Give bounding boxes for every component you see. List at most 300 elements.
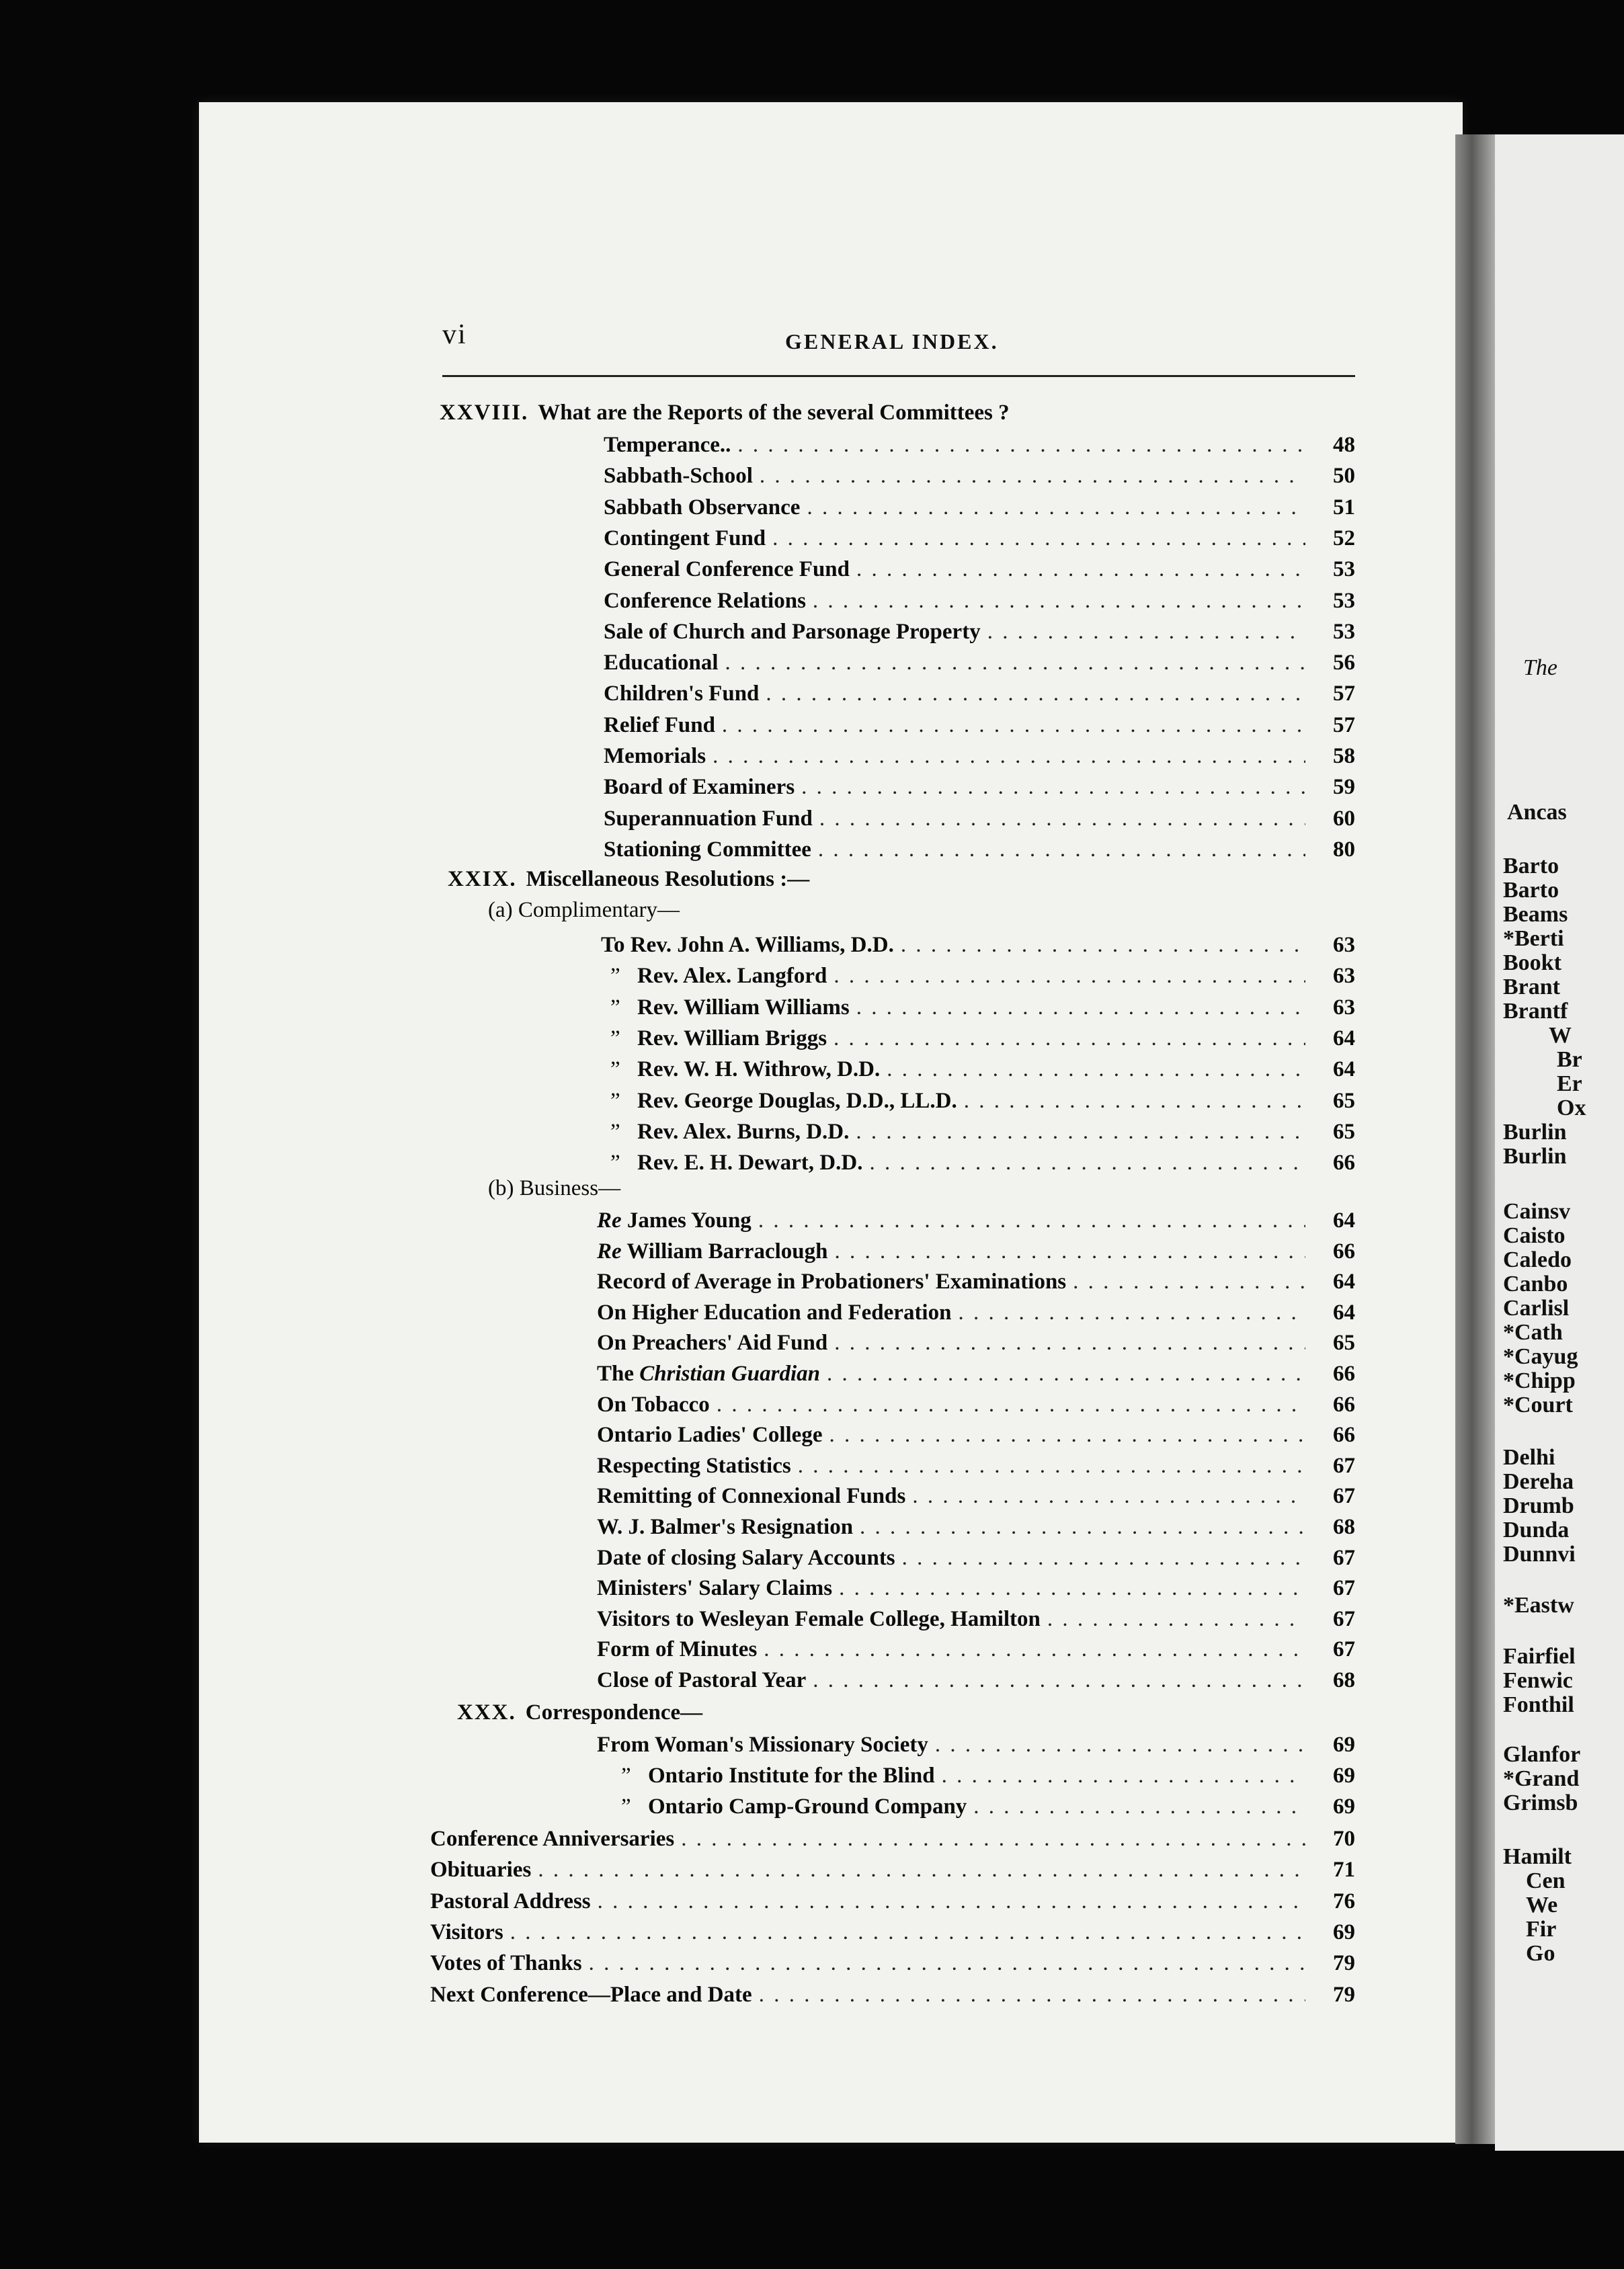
- entry-text: From Woman's Missionary Society: [597, 1733, 928, 1757]
- entry-text: Educational: [604, 651, 719, 675]
- entry-text: Conference Relations: [604, 588, 806, 613]
- leader-dots: [1047, 1607, 1305, 1632]
- page-ref: 66: [1333, 1239, 1355, 1264]
- entry-text: Ontario Camp-Ground Company: [648, 1794, 967, 1819]
- entry-label: [597, 1270, 1066, 1294]
- entry-label: [604, 651, 719, 675]
- running-title: GENERAL INDEX.: [785, 329, 999, 354]
- facing-page-line: The: [1523, 655, 1557, 680]
- index-entry: [597, 1362, 1355, 1393]
- leader-dots: [935, 1733, 1305, 1758]
- leader-dots: [764, 1637, 1305, 1662]
- page-ref: 69: [1333, 1920, 1355, 1944]
- leader-dots: [759, 1983, 1305, 2008]
- entry-label: [597, 1668, 806, 1693]
- entry-text: Close of Pastoral Year: [597, 1668, 807, 1692]
- facing-page-line: Grimsb: [1503, 1790, 1578, 1815]
- facing-page-line: Fonthil: [1503, 1692, 1574, 1717]
- entry-text: Sabbath Observance: [604, 495, 801, 520]
- index-entry: [430, 1889, 1355, 1920]
- entry-label: [430, 1889, 591, 1914]
- page-ref: 64: [1333, 1057, 1355, 1082]
- facing-page-line: Br: [1557, 1047, 1582, 1072]
- index-entry: [597, 1637, 1355, 1668]
- header-rule: [442, 375, 1355, 377]
- leader-dots: [834, 1331, 1305, 1356]
- facing-page-line: Barto: [1503, 854, 1559, 878]
- ditto-mark: ”: [610, 964, 620, 989]
- entry-label: [604, 837, 811, 862]
- index-entry: [430, 1920, 1355, 1951]
- index-entry: [597, 1393, 1355, 1424]
- entry-label: [597, 1331, 827, 1356]
- subsection-label: Complimentary—: [518, 898, 680, 922]
- entry-text: Board of Examiners: [604, 775, 795, 800]
- subsection-a: [488, 898, 680, 929]
- subsection-marker: (a): [488, 898, 513, 922]
- leader-dots: [798, 1454, 1305, 1479]
- entry-text: Obituaries: [430, 1858, 532, 1883]
- index-entry: [604, 713, 1355, 744]
- index-entry: [604, 837, 1355, 868]
- page-ref: 71: [1333, 1858, 1355, 1883]
- section-number: XXX.: [457, 1700, 516, 1725]
- page-ref: 67: [1333, 1484, 1355, 1509]
- entry-text: Rev. Alex. Burns, D.D.: [637, 1119, 850, 1144]
- index-entry: [597, 1484, 1355, 1515]
- leader-dots: [829, 1423, 1305, 1448]
- page-ref: 59: [1333, 775, 1355, 800]
- entry-text: Rev. W. H. Withrow, D.D.: [637, 1057, 881, 1082]
- leader-dots: [834, 1026, 1305, 1051]
- index-entry: [610, 1057, 1355, 1088]
- entry-label: [604, 744, 706, 769]
- index-entry: [597, 1576, 1355, 1607]
- index-entry: [621, 1764, 1355, 1794]
- index-entry: [604, 682, 1355, 712]
- facing-page-line: Bookt: [1503, 950, 1561, 975]
- section-number: XXIX.: [448, 867, 517, 891]
- facing-page-line: Beams: [1503, 902, 1568, 927]
- entry-label: [604, 713, 715, 738]
- section-title: Miscellaneous Resolutions :—: [526, 867, 810, 891]
- leader-dots: [510, 1920, 1305, 1945]
- entry-label: [637, 995, 850, 1020]
- facing-page-line: Fairfiel: [1503, 1644, 1576, 1669]
- entry-label: [604, 620, 981, 645]
- subsection-b: [488, 1176, 620, 1207]
- page-ref: 70: [1333, 1827, 1355, 1851]
- leader-dots: [766, 682, 1305, 706]
- facing-page-line: Fenwic: [1503, 1668, 1573, 1693]
- index-entry: [430, 1951, 1355, 1982]
- index-entry: [610, 1120, 1355, 1151]
- facing-page-line: Hamilt: [1503, 1844, 1572, 1869]
- leader-dots: [902, 1546, 1305, 1571]
- facing-page-line: *Cath: [1503, 1320, 1563, 1345]
- index-entry: [610, 964, 1355, 995]
- entry-label: [597, 1515, 853, 1540]
- index-entry: [601, 933, 1355, 964]
- entry-label: [430, 1951, 582, 1976]
- leader-dots: [807, 495, 1305, 520]
- leader-dots: [964, 1089, 1305, 1114]
- entry-text: Temperance..: [604, 433, 731, 457]
- page-header: [442, 319, 1355, 379]
- ditto-mark: ”: [621, 1764, 631, 1788]
- entry-text: Votes of Thanks: [430, 1951, 582, 1976]
- leader-dots: [772, 526, 1305, 551]
- facing-page-line: Go: [1526, 1941, 1555, 1966]
- index-entry: [604, 775, 1355, 806]
- entry-label: [604, 433, 731, 458]
- index-entry: [604, 526, 1355, 557]
- leader-dots: [801, 775, 1305, 800]
- facing-page-line: Burlin: [1503, 1120, 1567, 1145]
- entry-label: [604, 775, 795, 800]
- leader-dots: [758, 1208, 1305, 1233]
- entry-label: [597, 1576, 832, 1601]
- entry-text: Sale of Church and Parsonage Property: [604, 619, 981, 644]
- page-ref: 80: [1333, 837, 1355, 862]
- leader-dots: [834, 1239, 1305, 1264]
- leader-dots: [713, 744, 1305, 769]
- index-entry: [604, 495, 1355, 526]
- page-ref: 79: [1333, 1951, 1355, 1976]
- page-ref: 65: [1333, 1088, 1355, 1113]
- facing-page-line: Canbo: [1503, 1272, 1568, 1296]
- page-ref: 51: [1333, 495, 1355, 520]
- facing-page-line: *Court: [1503, 1393, 1573, 1417]
- leader-dots: [760, 464, 1305, 489]
- page-ref: 64: [1333, 1300, 1355, 1325]
- entry-text: Visitors: [430, 1920, 503, 1944]
- leader-dots: [860, 1515, 1305, 1540]
- page-ref: 67: [1333, 1576, 1355, 1601]
- ditto-mark: ”: [610, 1119, 620, 1144]
- page-ref: 52: [1333, 526, 1355, 550]
- ditto-mark: ”: [610, 1026, 620, 1050]
- entry-text: Memorials: [604, 744, 706, 768]
- facing-page-line: *Grand: [1503, 1766, 1580, 1791]
- ditto-mark: ”: [621, 1794, 631, 1819]
- index-entry: [597, 1301, 1355, 1331]
- entry-text: Form of Minutes: [597, 1637, 758, 1662]
- entry-text: To Rev. John A. Williams, D.D.: [601, 933, 894, 957]
- page-ref: 68: [1333, 1515, 1355, 1539]
- page-ref: 66: [1333, 1392, 1355, 1417]
- leader-dots: [856, 1120, 1305, 1145]
- entry-label: [604, 495, 800, 520]
- leader-dots: [737, 433, 1305, 458]
- entry-label: [597, 1301, 951, 1325]
- leader-dots: [887, 1057, 1305, 1082]
- facing-page-line: Dunnvi: [1503, 1542, 1576, 1567]
- entry-text: The: [597, 1362, 640, 1386]
- leader-dots: [589, 1951, 1305, 1976]
- entry-label: [430, 1920, 503, 1945]
- entry-text: Sabbath-School: [604, 464, 753, 489]
- entry-text: Rev. E. H. Dewart, D.D.: [637, 1151, 863, 1175]
- facing-page-line: We: [1526, 1893, 1558, 1917]
- entry-label: [637, 1151, 862, 1175]
- subsection-label: Business—: [519, 1176, 621, 1200]
- leader-dots: [819, 807, 1305, 831]
- leader-dots: [725, 651, 1305, 675]
- page-ref: 56: [1333, 651, 1355, 675]
- index-entry: [610, 995, 1355, 1026]
- index-entry: [604, 744, 1355, 775]
- facing-page-line: Delhi: [1503, 1445, 1555, 1470]
- page-ref: 57: [1333, 712, 1355, 737]
- entry-label: [648, 1794, 967, 1819]
- entry-label: [597, 1637, 757, 1662]
- entry-text: Ontario Ladies' College: [597, 1423, 823, 1448]
- index-entry: [604, 807, 1355, 837]
- page-ref: 63: [1333, 964, 1355, 989]
- index-entry: [430, 1983, 1355, 2014]
- index-entry: [597, 1454, 1355, 1485]
- index-entry: [604, 589, 1355, 620]
- page-ref: 63: [1333, 995, 1355, 1020]
- entry-text: Record of Average in Probationers' Examinations: [597, 1270, 1067, 1294]
- entry-text: James Young: [621, 1208, 752, 1233]
- facing-page-line: Cen: [1526, 1868, 1566, 1893]
- entry-text: Superannuation Fund: [604, 806, 813, 831]
- leader-dots: [987, 620, 1305, 645]
- entry-label: [597, 1239, 827, 1264]
- entry-text: W. J. Balmer's Resignation: [597, 1515, 854, 1539]
- facing-page-line: Carlisl: [1503, 1296, 1570, 1321]
- entry-label: [430, 1858, 531, 1883]
- page-ref: 57: [1333, 682, 1355, 706]
- page-number: vi: [442, 319, 467, 350]
- page-ref: 50: [1333, 464, 1355, 489]
- entry-text: Ontario Institute for the Blind: [648, 1764, 935, 1788]
- facing-page: [1495, 134, 1624, 2151]
- page-ref: 63: [1333, 933, 1355, 957]
- section-heading-xxx: [457, 1700, 702, 1731]
- subsection-marker: (b): [488, 1176, 514, 1200]
- page-ref: 60: [1333, 806, 1355, 831]
- leader-dots: [869, 1151, 1305, 1175]
- index-entry: [610, 1151, 1355, 1182]
- entry-text: Next Conference—Place and Date: [430, 1982, 752, 2007]
- entry-label: [430, 1827, 674, 1852]
- entry-text: Contingent Fund: [604, 526, 766, 550]
- leader-dots: [942, 1764, 1305, 1788]
- leader-dots: [958, 1301, 1305, 1325]
- entry-prefix: Re: [597, 1208, 622, 1233]
- entry-label: [597, 1733, 928, 1758]
- leader-dots: [1073, 1270, 1305, 1294]
- page-ref: 64: [1333, 1270, 1355, 1294]
- entry-text: Rev. Alex. Langford: [637, 964, 827, 989]
- index-entry: [621, 1794, 1355, 1825]
- entry-label: [604, 464, 753, 489]
- entry-text: Date of closing Salary Accounts: [597, 1545, 895, 1570]
- index-entry: [604, 557, 1355, 588]
- entry-label: [604, 807, 813, 831]
- entry-label: [637, 1026, 827, 1051]
- page-ref: 53: [1333, 557, 1355, 582]
- entry-text: On Higher Education and Federation: [597, 1300, 952, 1325]
- entry-label: [637, 1057, 880, 1082]
- entry-label: [597, 1454, 791, 1479]
- ditto-mark: ”: [610, 1088, 620, 1113]
- facing-page-line: Dunda: [1503, 1518, 1570, 1542]
- leader-dots: [973, 1794, 1305, 1819]
- leader-dots: [598, 1889, 1305, 1914]
- index-entry: [597, 1515, 1355, 1546]
- index-entry: [597, 1668, 1355, 1699]
- facing-page-line: Caisto: [1503, 1223, 1566, 1248]
- page-ref: 58: [1333, 744, 1355, 768]
- leader-dots: [813, 1668, 1305, 1693]
- entry-text: Conference Anniversaries: [430, 1827, 675, 1851]
- leader-dots: [827, 1362, 1305, 1387]
- entry-label: [430, 1983, 752, 2008]
- entry-label: [597, 1393, 710, 1417]
- entry-label: [597, 1423, 822, 1448]
- ditto-mark: ”: [610, 1057, 620, 1082]
- index-entry: [604, 620, 1355, 651]
- index-entry: [430, 1858, 1355, 1889]
- entry-prefix: Re: [597, 1239, 622, 1264]
- entry-text: Ministers' Salary Claims: [597, 1576, 833, 1601]
- page-ref: 66: [1333, 1423, 1355, 1448]
- facing-page-line: *Cayug: [1503, 1344, 1578, 1369]
- index-entry: [597, 1331, 1355, 1362]
- index-entry: [597, 1423, 1355, 1454]
- page-ref: 79: [1333, 1982, 1355, 2007]
- page-ref: 64: [1333, 1026, 1355, 1050]
- page-ref: 69: [1333, 1733, 1355, 1757]
- index-entry: [604, 464, 1355, 495]
- section-heading-xxviii: [440, 401, 1010, 431]
- book-gutter: [1455, 134, 1497, 2144]
- facing-page-line: Ox: [1557, 1096, 1586, 1120]
- page-ref: 67: [1333, 1637, 1355, 1662]
- index-entry: [597, 1733, 1355, 1764]
- index-entry: [597, 1607, 1355, 1638]
- entry-text: Children's Fund: [604, 682, 760, 706]
- entry-text: Rev. William Briggs: [637, 1026, 827, 1050]
- page-ref: 48: [1333, 433, 1355, 457]
- entry-label: [597, 1362, 820, 1387]
- entry-text: Visitors to Wesleyan Female College, Hamilton: [597, 1606, 1041, 1631]
- entry-label: [604, 557, 850, 582]
- entry-text: On Tobacco: [597, 1392, 710, 1417]
- page-ref: 65: [1333, 1119, 1355, 1144]
- leader-dots: [717, 1393, 1305, 1417]
- ditto-mark: ”: [610, 1151, 620, 1175]
- page-ref: 66: [1333, 1151, 1355, 1175]
- leader-dots: [538, 1858, 1305, 1883]
- page-ref: 53: [1333, 619, 1355, 644]
- leader-dots: [681, 1827, 1305, 1852]
- facing-page-line: Caledo: [1503, 1247, 1572, 1272]
- entry-label: [604, 589, 806, 614]
- entry-text: Pastoral Address: [430, 1889, 591, 1913]
- index-entry: [430, 1827, 1355, 1858]
- entry-label: [604, 682, 759, 706]
- leader-dots: [901, 933, 1305, 958]
- leader-dots: [722, 713, 1305, 738]
- facing-page-line: Er: [1557, 1071, 1582, 1096]
- entry-label: [601, 933, 894, 958]
- index-entry: [597, 1270, 1355, 1301]
- leader-dots: [856, 995, 1305, 1020]
- index-entry: [597, 1546, 1355, 1577]
- page-ref: 67: [1333, 1545, 1355, 1570]
- facing-page-line: Burlin: [1503, 1144, 1567, 1169]
- index-entry: [604, 651, 1355, 682]
- leader-dots: [834, 964, 1305, 989]
- page-ref: 66: [1333, 1362, 1355, 1386]
- leader-dots: [818, 837, 1305, 862]
- facing-page-line: Ancas: [1507, 800, 1567, 825]
- page-ref: 67: [1333, 1453, 1355, 1478]
- entry-text: Remitting of Connexional Funds: [597, 1484, 906, 1509]
- entry-label: [597, 1484, 905, 1509]
- facing-page-line: *Chipp: [1503, 1368, 1576, 1393]
- entry-text: Respecting Statistics: [597, 1453, 791, 1478]
- entry-label: [637, 1120, 849, 1145]
- entry-label: [637, 1089, 957, 1114]
- entry-label: [637, 964, 827, 989]
- section-number: XXVIII.: [440, 401, 529, 425]
- entry-label: [597, 1208, 752, 1233]
- section-title: What are the Reports of the several Committees ?: [538, 401, 1010, 425]
- page-ref: 65: [1333, 1331, 1355, 1356]
- entry-italic: Christian Guardian: [639, 1362, 820, 1386]
- leader-dots: [813, 589, 1305, 614]
- entry-text: Rev. George Douglas, D.D., LL.D.: [637, 1088, 957, 1113]
- page-ref: 69: [1333, 1794, 1355, 1819]
- index-entry: [597, 1208, 1355, 1239]
- facing-page-line: Brantf: [1503, 999, 1568, 1024]
- section-title: Correspondence—: [525, 1700, 703, 1725]
- page-ref: 76: [1333, 1889, 1355, 1913]
- index-entry: [610, 1089, 1355, 1120]
- page-ref: 53: [1333, 588, 1355, 613]
- entry-text: On Preachers' Aid Fund: [597, 1331, 828, 1356]
- index-entry: [610, 1026, 1355, 1057]
- leader-dots: [839, 1576, 1305, 1601]
- entry-text: Stationing Committee: [604, 837, 811, 862]
- ditto-mark: ”: [610, 995, 620, 1020]
- facing-page-line: Cainsv: [1503, 1199, 1571, 1224]
- page-ref: 67: [1333, 1606, 1355, 1631]
- entry-label: [648, 1764, 935, 1788]
- page-ref: 69: [1333, 1764, 1355, 1788]
- facing-page-line: W: [1549, 1023, 1572, 1048]
- facing-page-line: Drumb: [1503, 1493, 1574, 1518]
- page-ref: 68: [1333, 1668, 1355, 1692]
- index-entry: [597, 1239, 1355, 1270]
- facing-page-line: *Eastw: [1503, 1593, 1574, 1618]
- facing-page-line: *Berti: [1503, 926, 1564, 951]
- facing-page-line: Barto: [1503, 878, 1559, 903]
- page-ref: 64: [1333, 1208, 1355, 1233]
- facing-page-line: Dereha: [1503, 1469, 1574, 1494]
- facing-page-line: Brant: [1503, 975, 1560, 999]
- entry-label: [597, 1546, 895, 1571]
- section-heading-xxix: [448, 867, 809, 898]
- leader-dots: [912, 1484, 1305, 1509]
- entry-label: [604, 526, 766, 551]
